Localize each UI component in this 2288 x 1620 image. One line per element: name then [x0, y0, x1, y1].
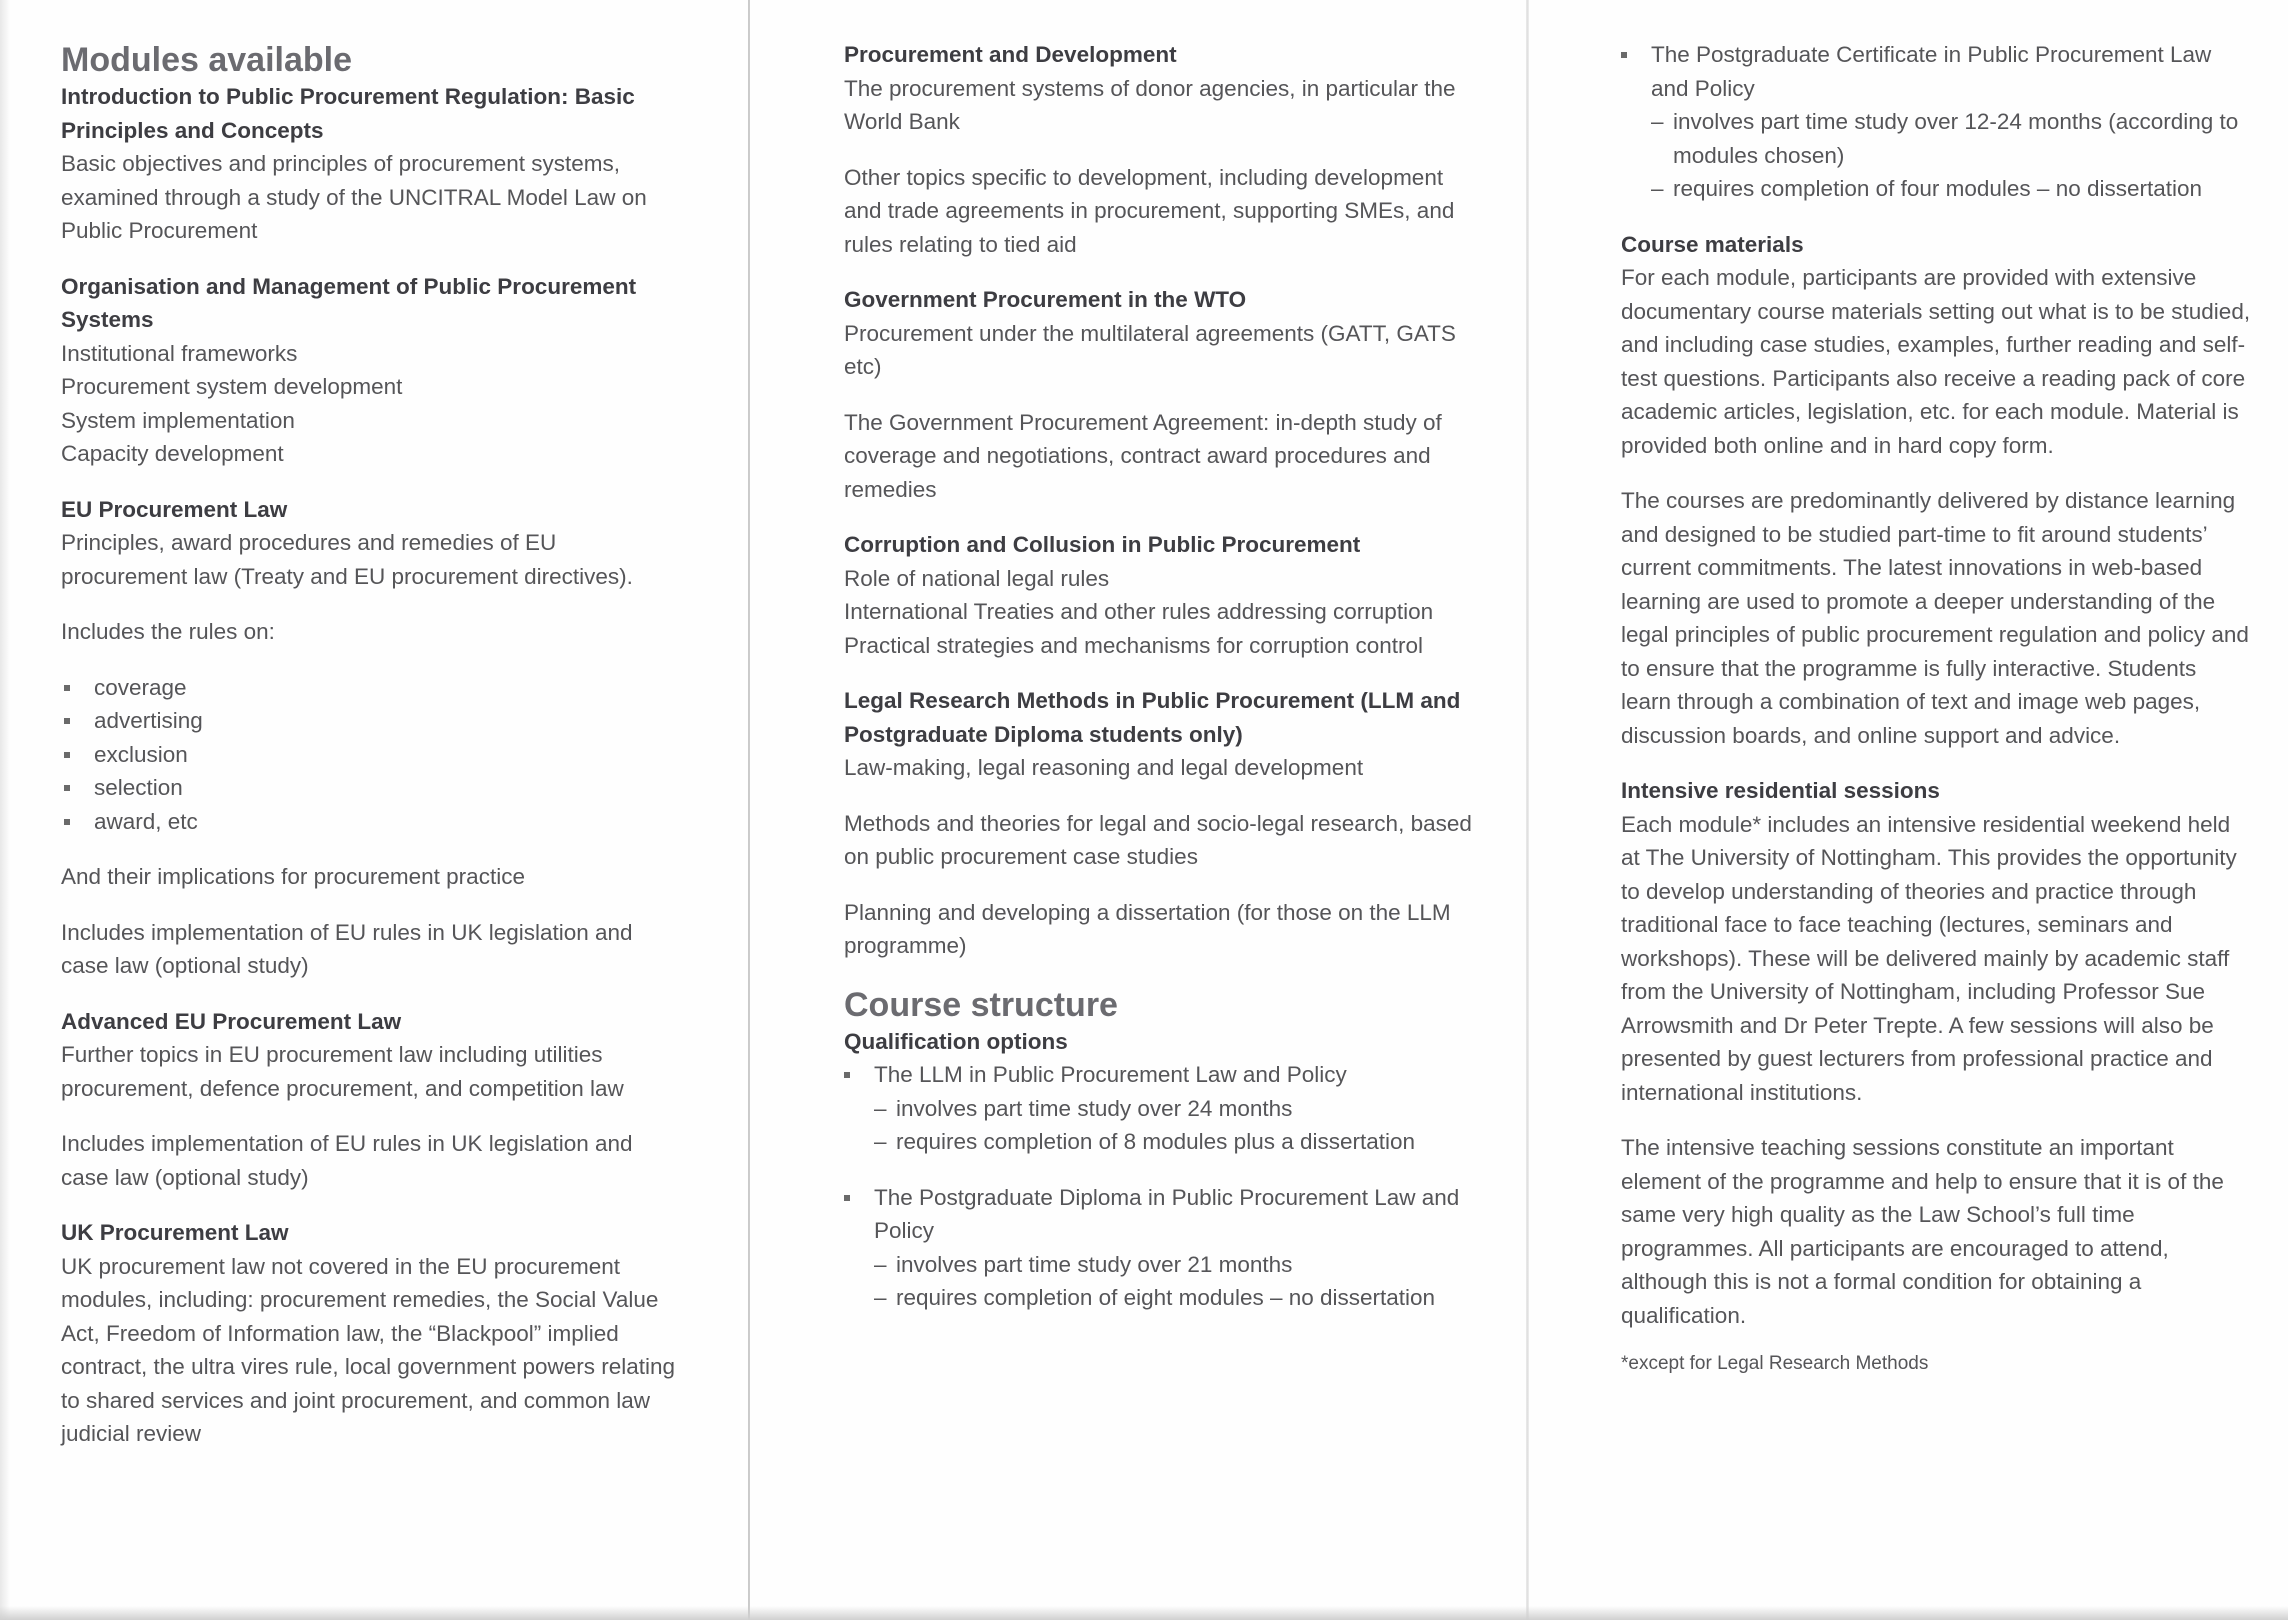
module-title: Legal Research Methods in Public Procurement (LLM and Postgraduate Diploma students only) — [844, 688, 1461, 747]
section-title: Course materials — [1621, 231, 1804, 257]
qualification-detail-text: involves part time study over 21 months — [896, 1251, 1293, 1277]
dash: – — [874, 1251, 887, 1277]
module-planning: Planning and developing a dissertation (for those on the LLM programme) — [844, 899, 1451, 958]
module-eu-law — [61, 493, 681, 983]
module-implications: And their implications for procurement practice — [61, 864, 525, 889]
module-title: Introduction to Public Procurement Regulation: Basic Principles and Concepts — [61, 84, 635, 143]
module-description: Basic objectives and principles of procurement systems, examined through a study of the UNCITRAL Model Law on Public Procurement — [61, 151, 647, 243]
module-research-methods — [844, 684, 1484, 963]
module-topic: Role of national legal rules — [844, 565, 1110, 591]
module-topic: Capacity development — [61, 441, 284, 466]
module-implementation: Includes implementation of EU rules in UK legislation and case law (optional study) — [61, 919, 633, 978]
list-item: award, etc — [61, 805, 681, 839]
module-topic: Procurement system development — [61, 374, 403, 399]
module-title: Government Procurement in the WTO — [844, 287, 1247, 312]
list-item: exclusion — [61, 738, 681, 772]
column-modules — [61, 40, 681, 1473]
module-title: Advanced EU Procurement Law — [61, 1008, 402, 1034]
module-advanced-eu — [61, 1005, 681, 1195]
section-title: Intensive residential sessions — [1621, 778, 1940, 803]
module-uk-law — [61, 1216, 681, 1451]
dash: – — [1651, 109, 1664, 134]
list-item: selection — [61, 771, 681, 805]
qualification-detail-text: requires completion of eight modules – no dissertation — [896, 1285, 1436, 1310]
qualification-detail — [874, 1248, 1484, 1282]
module-description: Procurement under the multilateral agreements (GATT, GATS etc) — [844, 320, 1456, 379]
module-description: Principles, award procedures and remedies of EU procurement law (Treaty and EU procurement directives). — [61, 530, 633, 589]
module-includes-label: Includes the rules on: — [61, 619, 275, 644]
column-course-info — [1621, 38, 2251, 1378]
module-description: Law-making, legal reasoning and legal development — [844, 755, 1364, 780]
list-item: coverage — [61, 671, 681, 705]
teaching-paragraph: The intensive teaching sessions constitute an important element of the programme and help to ensure that it is of the same very high quality as the Law School’s full time programmes. All participants are encouraged to attend, although this is not a formal condition for obtaining a qualification. — [1621, 1135, 2224, 1328]
qualification-detail-text: requires completion of 8 modules plus a dissertation — [896, 1129, 1416, 1154]
module-topic: System implementation — [61, 407, 295, 433]
module-intro — [61, 80, 681, 248]
qualification-diploma — [844, 1181, 1484, 1315]
module-methods: Methods and theories for legal and socio-legal research, based on public procurement case studies — [844, 810, 1472, 869]
module-description: Further topics in EU procurement law including utilities procurement, defence procurement, and competition law — [61, 1042, 624, 1101]
dash: – — [874, 1095, 887, 1121]
section-body: Each module* includes an intensive residential weekend held at The University of Nottingham. This provides the opportunity to develop understanding of theories and practice through traditional face to face teaching (lectures, seminars and workshops). These will be delivered mainly by academic staff from the University of Nottingham, including Professor Sue Arrowsmith and Dr Peter Trepte. A few sessions will also be presented by guest lecturers from professional practice and international institutions. — [1621, 811, 2237, 1105]
module-development — [844, 38, 1484, 261]
qualification-title: The Postgraduate Diploma in Public Procurement Law and Policy — [874, 1184, 1460, 1243]
dash: – — [874, 1129, 887, 1154]
modules-available-heading: Modules available — [61, 41, 352, 79]
module-title: Corruption and Collusion in Public Procurement — [844, 532, 1361, 557]
module-organisation — [61, 270, 681, 471]
qualification-detail — [1651, 105, 2251, 172]
delivery-paragraph: The courses are predominantly delivered by distance learning and designed to be studied part-time to fit around students’ current commitments. The latest innovations in web-based learning are used to promote a deeper understanding of the legal principles of public procurement regulation and policy and to ensure that the programme is fully interactive. Students learn through a combination of text and image web pages, discussion boards, and online support and advice. — [1621, 488, 2249, 748]
module-description: The procurement systems of donor agencies, in particular the World Bank — [844, 75, 1456, 134]
module-topic: International Treaties and other rules addressing corruption — [844, 599, 1434, 624]
module-description: UK procurement law not covered in the EU procurement modules, including: procurement remedies, the Social Value Act, Freedom of Information law, the “Blackpool” implied contract, the ultra vires rule, local government powers relating to shared services and joint procurement, and common law judicial review — [61, 1253, 676, 1446]
section-body: For each module, participants are provided with extensive documentary course materials setting out what is to be studied, and including case studies, examples, further reading and self-test questions. Participants also receive a reading pack of core academic articles, legislation, etc. for each module. Material is provided both online and in hard copy form. — [1621, 265, 2251, 458]
qualification-title: The Postgraduate Certificate in Public Procurement Law and Policy — [1651, 42, 2212, 101]
module-other-topics: Other topics specific to development, including development and trade agreements in procurement, supporting SMEs, and rules relating to tied aid — [844, 164, 1455, 257]
module-title: UK Procurement Law — [61, 1220, 289, 1245]
fold-line-left — [748, 0, 750, 1620]
module-gpa: The Government Procurement Agreement: in-depth study of coverage and negotiations, contract award procedures and remedies — [844, 409, 1442, 502]
module-wto — [844, 283, 1484, 506]
residential-sessions — [1621, 774, 2251, 1109]
qualification-detail — [874, 1092, 1484, 1126]
dash: – — [1651, 176, 1664, 201]
dash: – — [874, 1285, 887, 1310]
qualification-llm — [844, 1058, 1484, 1159]
module-title: Procurement and Development — [844, 42, 1177, 67]
module-implementation: Includes implementation of EU rules in UK legislation and case law (optional study) — [61, 1131, 633, 1190]
column-modules-continued — [844, 38, 1484, 1337]
course-structure-heading: Course structure — [844, 985, 1118, 1024]
qualification-detail-text: involves part time study over 12-24 months (according to modules chosen) — [1673, 109, 2239, 168]
paper-edge-shadow — [0, 0, 10, 1620]
module-topic: Practical strategies and mechanisms for corruption control — [844, 632, 1424, 658]
module-topic: Institutional frameworks — [61, 340, 298, 366]
qualification-detail-text: involves part time study over 24 months — [896, 1095, 1293, 1121]
qualification-options-heading: Qualification options — [844, 1028, 1068, 1054]
list-item: advertising — [61, 704, 681, 738]
module-title: EU Procurement Law — [61, 496, 288, 522]
qualification-certificate — [1621, 38, 2251, 206]
qualification-detail — [874, 1281, 1484, 1315]
module-corruption — [844, 528, 1484, 662]
qualification-detail — [874, 1125, 1484, 1159]
course-materials — [1621, 228, 2251, 463]
paper-bottom-shadow — [0, 1606, 2288, 1620]
rules-list — [61, 671, 681, 839]
qualification-detail — [1651, 172, 2251, 206]
fold-line-right — [1526, 0, 1529, 1620]
footnote: *except for Legal Research Methods — [1621, 1353, 1929, 1374]
module-title: Organisation and Management of Public Procurement Systems — [61, 273, 637, 332]
qualification-title: The LLM in Public Procurement Law and Policy — [874, 1062, 1347, 1087]
qualification-detail-text: requires completion of four modules – no dissertation — [1673, 176, 2203, 201]
